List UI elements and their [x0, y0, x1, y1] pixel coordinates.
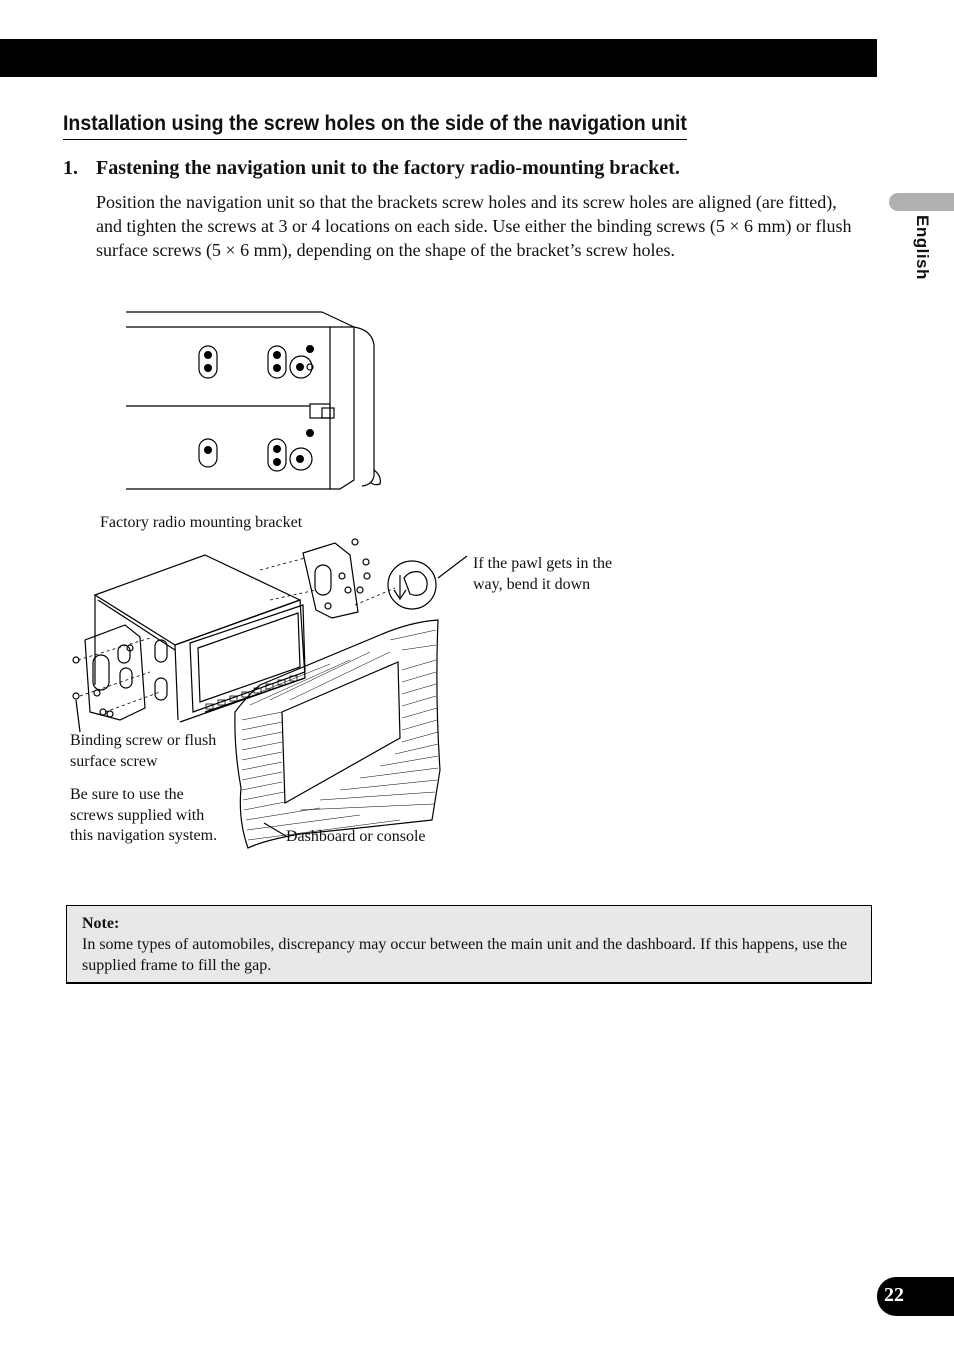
- pawl-label: If the pawl gets in the way, bend it down: [473, 555, 613, 593]
- dashboard-label: Dashboard or console: [286, 828, 426, 845]
- supplied-screws-label: Be sure to use the screws supplied with this navigation system.: [70, 786, 218, 844]
- note-box: [66, 905, 872, 984]
- language-label: English: [913, 215, 932, 280]
- note-title: Note:: [82, 915, 120, 932]
- note-body: In some types of automobiles, discrepancy may occur between the main unit and the dashboard. If this happens, use the supplied frame to fill the gap.: [82, 936, 848, 974]
- left-bracket-illustration: [85, 625, 167, 720]
- language-tab: [889, 193, 954, 211]
- header-bar: [0, 39, 877, 77]
- step-title: Fastening the navigation unit to the factory radio-mounting bracket.: [96, 157, 680, 179]
- step-number: 1.: [63, 157, 78, 179]
- installation-diagram: [60, 300, 660, 880]
- step-body: Position the navigation unit so that the brackets screw holes and its screw holes are aligned (are fitted), and tighten the screws at 3 or 4 locations on each side. Use either the binding screws (5 × 6 mm) or flush surface screws (5 × 6 mm), depending on the shape of the bracket’s screw holes.: [96, 192, 852, 260]
- page-number: 22: [884, 1284, 904, 1306]
- navigation-unit-illustration: [95, 555, 305, 722]
- dashboard-illustration: [235, 620, 440, 848]
- pawl-detail-illustration: [388, 561, 436, 609]
- right-bracket-illustration: [303, 539, 370, 618]
- section-heading: Installation using the screw holes on the side of the navigation unit: [63, 112, 687, 140]
- bracket-label: Factory radio mounting bracket: [100, 514, 303, 531]
- screw-label: Binding screw or flush surface screw: [70, 732, 217, 770]
- side-view-illustration: [126, 312, 380, 489]
